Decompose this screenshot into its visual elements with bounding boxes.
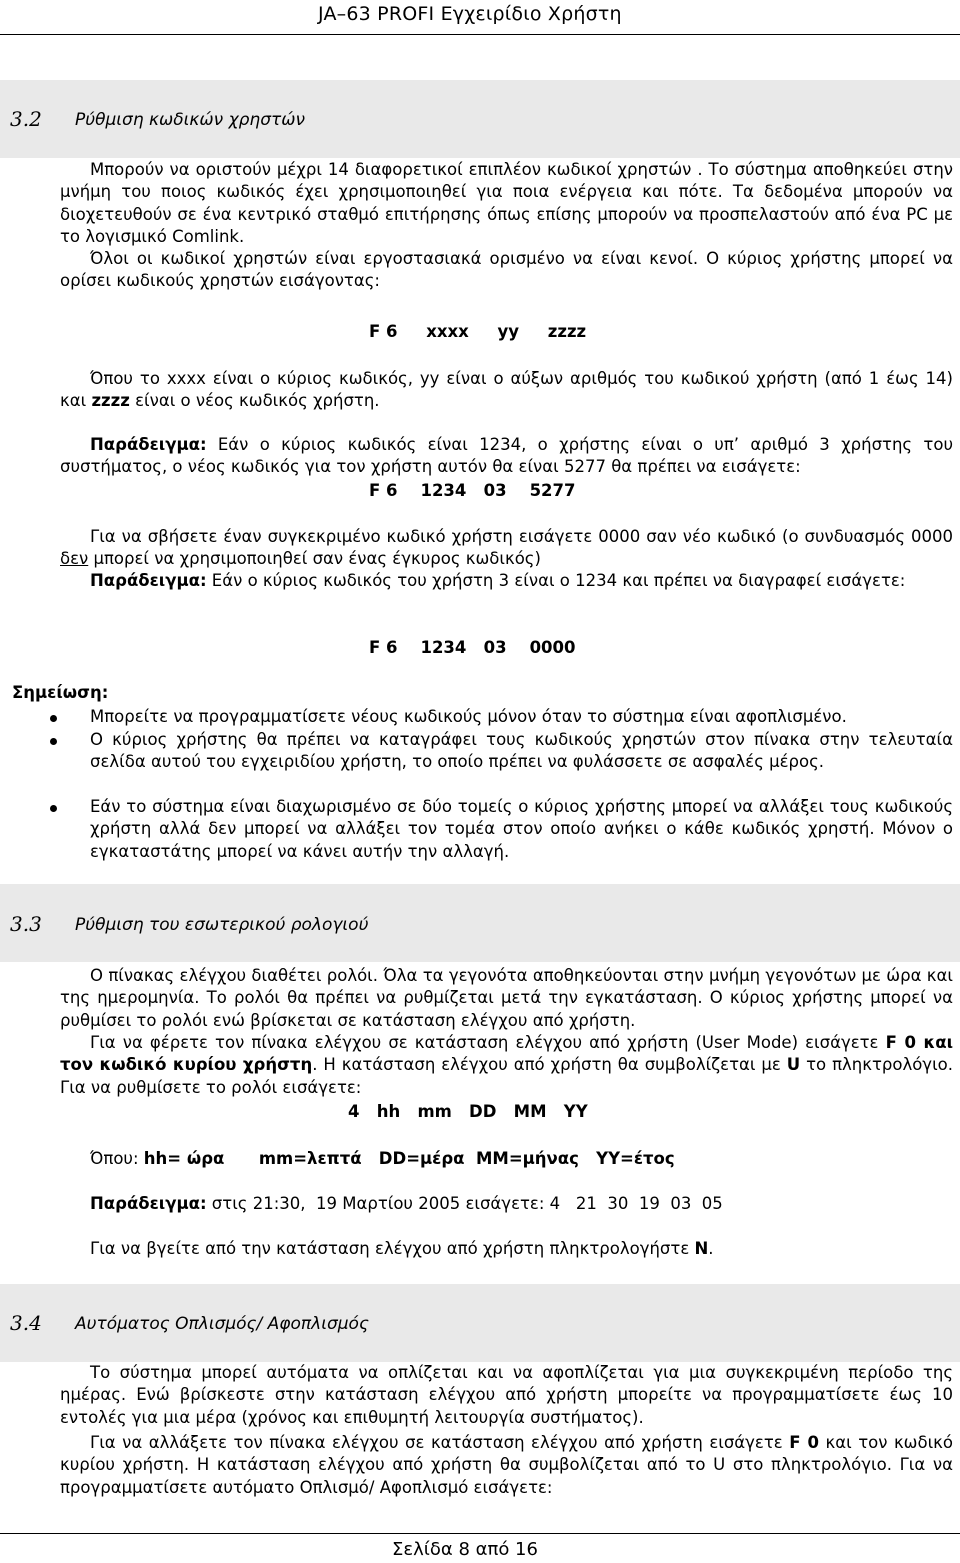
section-title: Ρύθμιση του εσωτερικού ρολογιού xyxy=(75,915,369,935)
paragraph: Το σύστημα μπορεί αυτόματα να οπλίζεται και να αφοπλίζεται για μια συγκεκριμένη περίοδο της ημέρας. Ενώ βρίσκεστε στην κατάσταση ελέγχου από χρήστη μπορείτε να προγραμματίσετε έως 10 εντολές για μια μέρα (χρόνος και επιθυμητή λειτουργία συστήματος). xyxy=(60,1363,953,1427)
section-title: Αυτόματος Οπλισμός/ Αφοπλισμός xyxy=(75,1314,369,1334)
page-number: Σελίδα 8 από 16 xyxy=(392,1539,538,1560)
command-code: F 6 1234 03 5277 xyxy=(369,481,576,500)
list-item: Εάν το σύστημα είναι διαχωρισμένο σε δύο τομείς ο κύριος χρήστης μπορεί να αλλάξει τους κωδικούς χρήστη αλλά δεν μπορεί να αλλάξει τον τομέα στον οποίο ανήκει ο κάθε κωδικός χρηστή. Μόνον ο εγκαταστάτης μπορεί να κάνει αυτήν την αλλαγή. xyxy=(90,797,953,861)
legend-line: Όπου: hh= ώρα mm=λεπτά DD=μέρα MM=μήνας YY=έτος xyxy=(90,1149,675,1168)
note-label: Σημείωση: xyxy=(12,683,109,702)
example-paragraph: Παράδειγμα: στις 21:30, 19 Μαρτίου 2005 εισάγετε: 4 21 30 19 03 05 xyxy=(90,1194,723,1213)
document-header: JA–63 PROFI Εγχειρίδιο Χρήστη xyxy=(318,3,622,25)
paragraph: Όπου το xxxx είναι ο κύριος κωδικός, yy είναι ο αύξων αριθμός του κωδικού χρήστη (από 1 έως 14) και zzzz είναι ο νέος κωδικός χρήστη. xyxy=(60,369,953,411)
section-number: 3.2 xyxy=(10,107,42,131)
example-paragraph: Παράδειγμα: Εάν ο κύριος κωδικός είναι 1234, ο χρήστης είναι ο υπ’ αριθμό 3 χρήστης του συστήματος, ο νέος κωδικός για τον χρήστη αυτόν θα είναι 5277 θα πρέπει να εισάγετε: xyxy=(60,435,953,477)
command-code: F 6 1234 03 0000 xyxy=(369,638,576,657)
paragraph: Για να σβήσετε έναν συγκεκριμένο κωδικό χρήστη εισάγετε 0000 σαν νέο κωδικό (ο συνδυασμός 0000 δεν μπορεί να χρησιμοποιηθεί σαν ένας έγκυρος κωδικός) xyxy=(60,527,953,569)
section-number: 3.3 xyxy=(10,912,42,936)
paragraph: Όλοι οι κωδικοί χρηστών είναι εργοστασιακά ορισμένο να είναι κενοί. Ο κύριος χρήστης μπορεί να ορίσει κωδικούς χρηστών εισάγοντας: xyxy=(60,249,953,291)
paragraph: Μπορούν να οριστούν μέχρι 14 διαφορετικοί επιπλέον κωδικοί χρηστών . Το σύστημα αποθηκεύει στην μνήμη του ποιος κωδικός έχει χρησιμοποιηθεί για ποια ενέργεια και πότε. Τα δεδομένα μπορούν να διοχετευθούν σε ένα κεντρικό σταθμό επιτήρησης όπως επίσης μπορούν να προσπελαστούν από ένα PC με το λογισμικό Comlink. xyxy=(60,160,953,246)
paragraph: Ο πίνακας ελέγχου διαθέτει ρολόι. Όλα τα γεγονότα αποθηκεύονται στην μνήμη γεγονότων με ώρα και της ημερομηνία. Το ρολόι θα πρέπει να ρυθμίζεται μετά την εγκατάσταση. Ο κύριος χρήστης μπορεί να ρυθμίσει το ρολόι ενώ βρίσκεται σε κατάσταση ελέγχου από χρήστη. xyxy=(60,966,953,1030)
list-item: Μπορείτε να προγραμματίσετε νέους κωδικούς μόνον όταν το σύστημα είναι αφοπλισμένο. xyxy=(90,707,847,726)
command-code: 4 hh mm DD MM YY xyxy=(348,1102,588,1121)
list-item: Ο κύριος χρήστης θα πρέπει να καταγράφει τους κωδικούς χρηστών στον πίνακα στην τελευταία σελίδα αυτού του εγχειριδίου χρήστη, το οποίο πρέπει να φυλάσσετε σε ασφαλές μέρος. xyxy=(90,730,953,772)
header-rule xyxy=(0,34,960,35)
section-number: 3.4 xyxy=(10,1311,42,1335)
example-paragraph: Παράδειγμα: Εάν ο κύριος κωδικός του χρήστη 3 είναι ο 1234 και πρέπει να διαγραφεί εισάγετε: xyxy=(90,571,906,590)
paragraph: Για να αλλάξετε τον πίνακα ελέγχου σε κατάσταση ελέγχου από χρήστη εισάγετε F 0 και τον κωδικό κυρίου χρήστη. Η κατάσταση ελέγχου από χρήστη θα συμβολίζεται από το U στο πληκτρολόγιο. Για να προγραμματίσετε αυτόματο Οπλισμό/ Αφοπλισμό εισάγετε: xyxy=(60,1433,953,1497)
section-title: Ρύθμιση κωδικών χρηστών xyxy=(75,110,305,130)
command-code: F 6 xxxx yy zzzz xyxy=(369,322,587,341)
footer-rule xyxy=(0,1533,960,1534)
paragraph: Για να βγείτε από την κατάσταση ελέγχου από χρήστη πληκτρολογήστε N. xyxy=(90,1239,714,1258)
paragraph: Για να φέρετε τον πίνακα ελέγχου σε κατάσταση ελέγχου από χρήστη (User Mode) εισάγετε F 0 και τον κωδικό κυρίου χρήστη. Η κατάσταση ελέγχου από χρήστη θα συμβολίζεται με U το πληκτρολόγιο. Για να ρυθμίσετε το ρολόι εισάγετε: xyxy=(60,1033,953,1097)
